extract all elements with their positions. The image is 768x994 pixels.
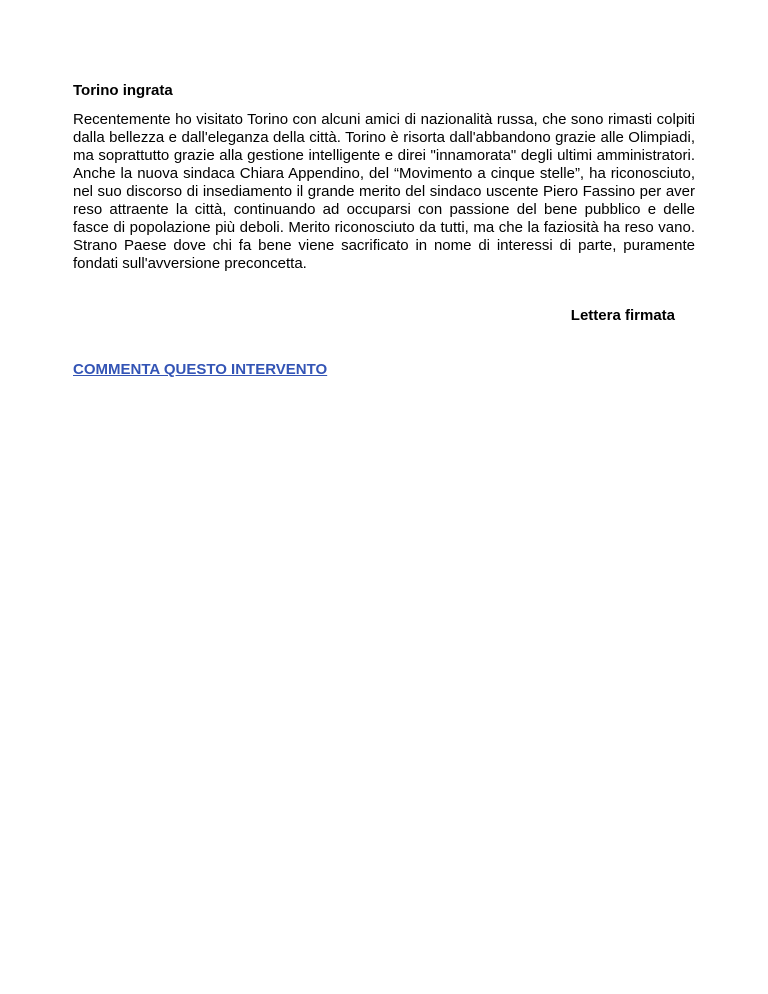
letter-signature: Lettera firmata [570, 307, 675, 324]
letter-body: Recentemente ho visitato Torino con alcuni amici di nazionalità russa, che sono rimasti colpiti dalla bellezza e dall'eleganza della città. Torino è risorta dall'abbandono grazie alle Olimpiadi, ma soprattutto grazie alla gestione intelligente e direi "innamorata" degli ultimi amministratori. Anche la nuova sindaca Chiara Appendino, del “Movimento a cinque stelle”, ha riconosciuto, nel suo discorso di insediamento il grande merito del sindaco uscente Piero Fassino per aver reso attraente la città, continuando ad occuparsi con passione del bene pubblico e delle fasce di popolazione più deboli. Merito riconosciuto da tutti, ma che la faziosità ha reso vano. Strano Paese dove chi fa bene viene sacrificato in nome di interessi di parte, puramente fondati sull'avversione preconcetta. [73, 111, 695, 272]
comment-link[interactable]: COMMENTA QUESTO INTERVENTO [73, 361, 328, 378]
letter-title: Torino ingrata [73, 82, 173, 99]
letter-page [73, 82, 695, 379]
